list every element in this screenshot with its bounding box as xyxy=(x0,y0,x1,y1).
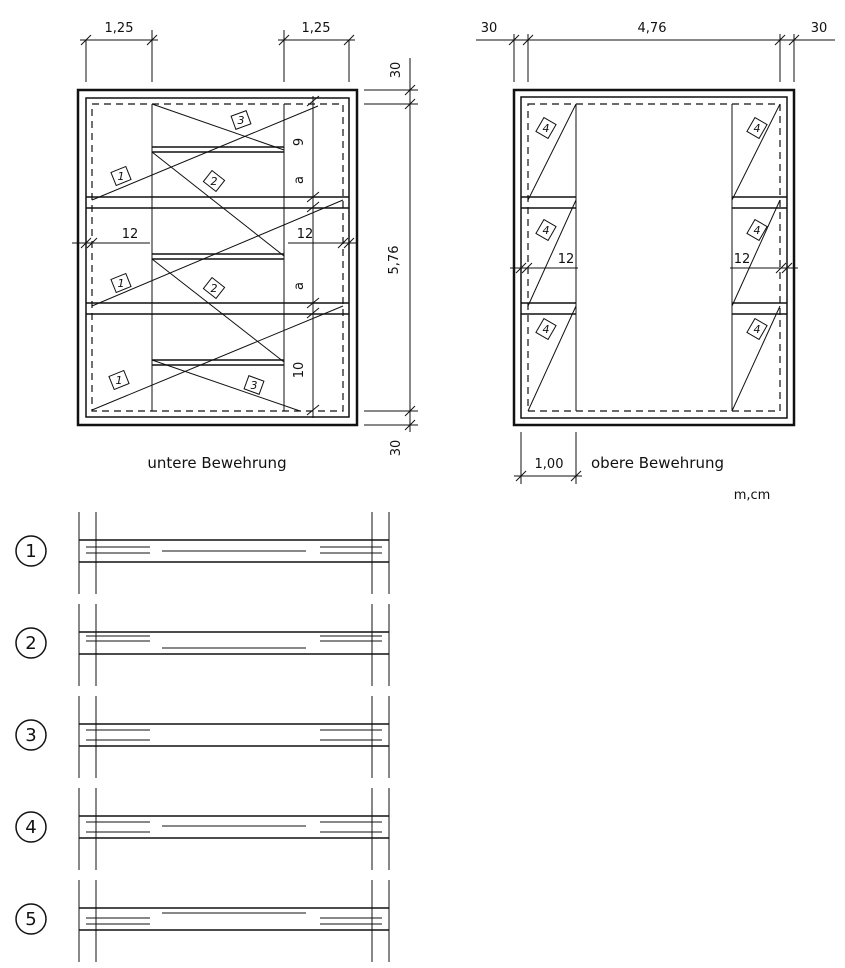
svg-text:30: 30 xyxy=(480,21,498,36)
svg-text:3: 3 xyxy=(250,379,258,392)
section-details xyxy=(16,512,389,962)
bar-mark-4b xyxy=(536,220,556,241)
svg-text:5,76: 5,76 xyxy=(387,245,402,275)
bottom-bars xyxy=(86,147,349,365)
svg-text:5: 5 xyxy=(25,909,37,930)
bar-mark-4a xyxy=(536,118,556,139)
dim-bar-spacing xyxy=(292,96,319,418)
svg-text:9: 9 xyxy=(292,137,307,147)
svg-text:a: a xyxy=(292,176,307,184)
svg-text:1,25: 1,25 xyxy=(104,21,134,36)
svg-text:2: 2 xyxy=(210,282,218,295)
svg-text:4: 4 xyxy=(753,224,761,237)
bar-mark-2b xyxy=(203,278,224,299)
dim-side-12 xyxy=(72,227,358,248)
dim-top-right xyxy=(278,21,355,82)
svg-text:12: 12 xyxy=(557,252,575,267)
bar-mark-3b xyxy=(244,376,264,395)
svg-text:2: 2 xyxy=(210,175,218,188)
section-1 xyxy=(16,512,389,594)
svg-text:12: 12 xyxy=(733,252,751,267)
dim-bottom-upper xyxy=(514,432,582,484)
bar-mark-4f xyxy=(747,319,767,340)
svg-text:1: 1 xyxy=(117,170,125,183)
caption-upper-reinforcement: obere Bewehrung xyxy=(591,454,724,472)
svg-text:4: 4 xyxy=(753,323,761,336)
bar-mark-4c xyxy=(536,319,556,340)
svg-text:a: a xyxy=(292,282,307,290)
svg-text:30: 30 xyxy=(389,439,404,457)
svg-text:12: 12 xyxy=(296,227,314,242)
svg-text:30: 30 xyxy=(810,21,828,36)
bar-mark-2a xyxy=(203,171,224,192)
svg-text:2: 2 xyxy=(25,633,37,654)
bar-mark-3a xyxy=(231,111,251,130)
dim-right-vertical xyxy=(364,58,418,456)
svg-text:1: 1 xyxy=(117,277,125,290)
dim-top-left xyxy=(80,21,158,82)
svg-text:4: 4 xyxy=(753,122,761,135)
svg-text:10: 10 xyxy=(292,361,307,379)
upper-reinforcement-plan xyxy=(476,21,835,503)
section-3 xyxy=(16,696,389,778)
svg-text:1,25: 1,25 xyxy=(301,21,331,36)
svg-text:3: 3 xyxy=(237,114,245,127)
svg-text:4: 4 xyxy=(25,817,37,838)
svg-text:4,76: 4,76 xyxy=(637,21,667,36)
svg-text:1,00: 1,00 xyxy=(534,457,564,472)
bar-mark-1c xyxy=(109,371,129,390)
bar-mark-1a xyxy=(111,167,131,186)
section-5 xyxy=(16,880,389,962)
svg-text:30: 30 xyxy=(389,61,404,79)
svg-text:1: 1 xyxy=(25,541,37,562)
section-2 xyxy=(16,604,389,686)
svg-text:12: 12 xyxy=(121,227,139,242)
svg-text:4: 4 xyxy=(542,122,550,135)
lower-reinforcement-plan xyxy=(72,21,418,472)
svg-text:4: 4 xyxy=(542,323,550,336)
bar-mark-4e xyxy=(747,220,767,241)
dim-top-upper xyxy=(476,21,835,82)
svg-text:3: 3 xyxy=(25,725,37,746)
caption-lower-reinforcement: untere Bewehrung xyxy=(147,454,287,472)
section-4 xyxy=(16,788,389,870)
units-label: m,cm xyxy=(733,488,771,503)
svg-text:1: 1 xyxy=(115,374,123,387)
bar-mark-1b xyxy=(111,274,131,293)
svg-text:4: 4 xyxy=(542,224,550,237)
